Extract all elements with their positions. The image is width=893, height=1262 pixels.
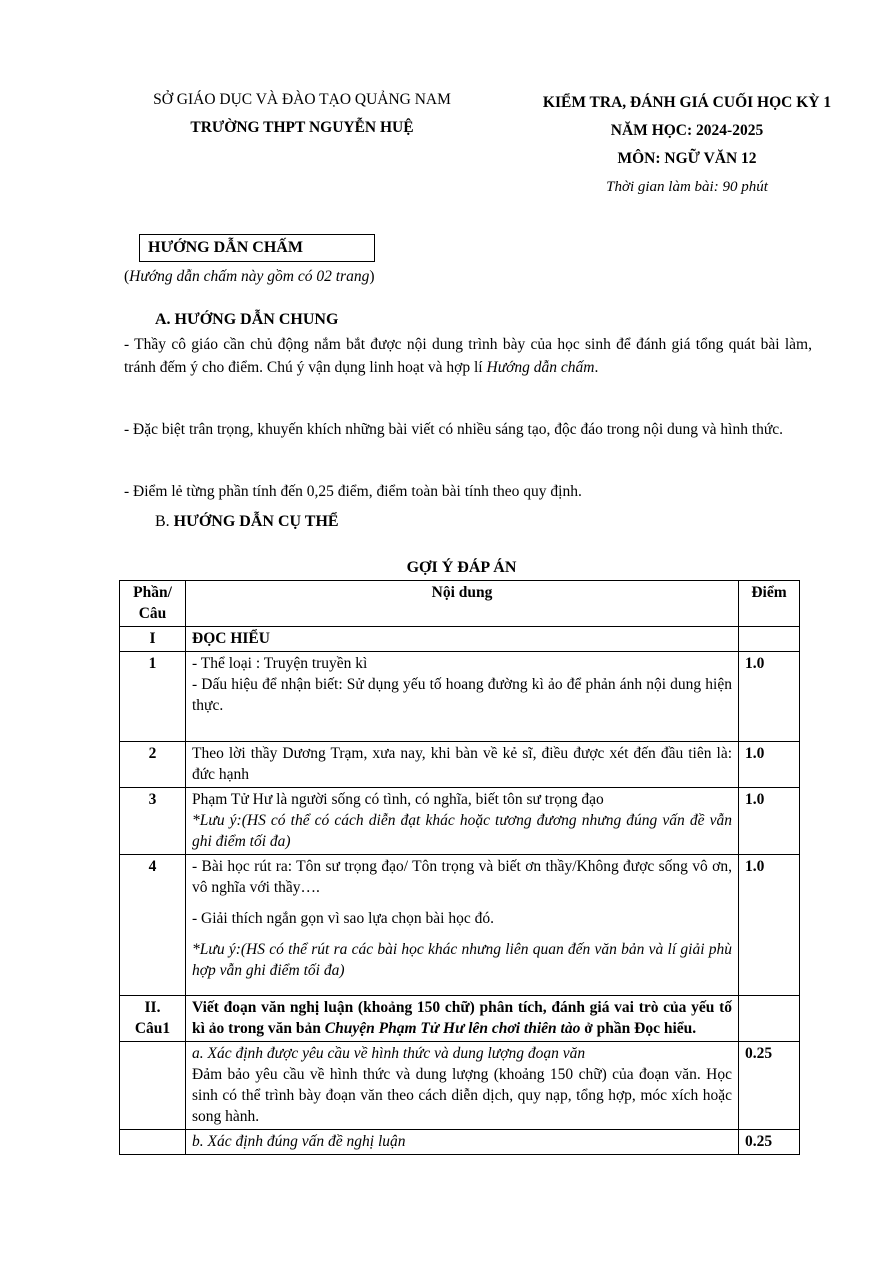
row-score: 0.25 [739,1042,800,1130]
row-part: 2 [120,742,186,788]
row-part-line: II. [144,999,161,1016]
row-part: 4 [120,855,186,996]
row-content: Theo lời thầy Dương Trạm, xưa nay, khi bàn về kẻ sĩ, điều được xét đến đầu tiên là: đức hạnh [186,742,739,788]
section-b-heading: B. HƯỚNG DẪN CỤ THỂ [155,513,339,530]
row-line: - Thể loại : Truyện truyền kì [192,655,368,672]
col-part-header: Phần/ Câu [120,581,186,627]
row-part [120,996,186,1042]
answer-table-title: GỢI Ý ĐÁP ÁN [406,559,517,576]
row-subheading: a. Xác định được yêu cầu về hình thức và dung lượng đoạn văn [192,1045,586,1062]
row-subheading: b. Xác định đúng vấn đề nghị luận [186,1130,739,1155]
row-part-line: Câu1 [134,1020,171,1037]
row-content [186,855,739,996]
table-row [120,1130,800,1155]
duration: Thời gian làm bài: 90 phút [606,179,768,195]
row-content: ĐỌC HIỂU [186,627,739,652]
section-a-heading: A. HƯỚNG DẪN CHUNG [155,311,339,328]
row-content: Viết đoạn văn nghị luận (khoảng 150 chữ) phân tích, đánh giá vai trò của yếu tố kì ảo trong văn bản Chuyện Phạm Tử Hư lên chơi thiên tào ở phần Đọc hiểu. [186,996,739,1042]
exam-title: KIỂM TRA, ĐÁNH GIÁ CUỐI HỌC KỲ 1 [542,94,832,111]
row-score: 1.0 [739,788,800,855]
row-part [120,1042,186,1130]
school-name: TRƯỜNG THPT NGUYỄN HUỆ [190,119,414,136]
row-content [186,1042,739,1130]
row-content [186,788,739,855]
table-header-row [120,581,800,627]
row-note: *Lưu ý:(HS có thể rút ra các bài học khác nhưng liên quan đến văn bản và lí giải phù hợp vẫn ghi điểm tối đa) [192,941,732,979]
row-part: I [120,627,186,652]
row-score: 1.0 [739,855,800,996]
table-row [120,652,800,742]
row-content [186,652,739,742]
row-line: Đảm bảo yêu cầu về hình thức và dung lượng (khoảng 150 chữ) của đoạn văn. Học sinh có thể trình bày đoạn văn theo cách diễn dịch, quy nạp, tổng hợp, móc xích hoặc song hành. [192,1066,732,1125]
header-left [108,86,496,142]
table-row [120,742,800,788]
department-name: SỞ GIÁO DỤC VÀ ĐÀO TẠO QUẢNG NAM [153,91,451,108]
row-line: Phạm Tử Hư là người sống có tình, có nghĩa, biết tôn sư trọng đạo [192,791,604,808]
answer-table [119,580,800,1155]
subject: MÔN: NGỮ VĂN 12 [617,150,757,167]
general-guideline-3: - Điểm lẻ từng phần tính đến 0,25 điểm, điểm toàn bài tính theo quy định. [124,483,582,500]
row-score: 1.0 [739,652,800,742]
row-line: - Dấu hiệu để nhận biết: Sử dụng yếu tố hoang đường kì ảo để phản ánh nội dung hiện thực. [192,676,732,714]
table-row [120,788,800,855]
row-score [739,627,800,652]
row-part: 3 [120,788,186,855]
school-year: NĂM HỌC: 2024-2025 [610,122,764,139]
row-part [120,1130,186,1155]
table-row [120,855,800,996]
row-line: - Giải thích ngắn gọn vì sao lựa chọn bài học đó. [192,910,494,927]
row-score: 1.0 [739,742,800,788]
table-row [120,996,800,1042]
table-row [120,1042,800,1130]
row-score: 0.25 [739,1130,800,1155]
row-part: 1 [120,652,186,742]
header-right [512,89,862,201]
general-guideline-2: - Đặc biệt trân trọng, khuyến khích những bài viết có nhiều sáng tạo, độc đáo trong nội dung và hình thức. [124,421,784,438]
table-row [120,627,800,652]
general-guideline-1: - Thầy cô giáo cần chủ động nắm bắt được nội dung trình bày của học sinh để đánh giá tổng quát bài làm, tránh đếm ý cho điểm. Chú ý vận dụng linh hoạt và hợp lí Hướng dẫn chấm. [124,336,812,376]
row-line: - Bài học rút ra: Tôn sư trọng đạo/ Tôn trọng và biết ơn thầy/Không được sống vô ơn, vô nghĩa với thầy…. [192,858,732,896]
title-box: HƯỚNG DẪN CHẤM [139,234,375,262]
col-score-header: Điểm [739,581,800,627]
row-score [739,996,800,1042]
col-content-header: Nội dung [186,581,739,627]
page-count-note: (Hướng dẫn chấm này gồm có 02 trang) [124,268,375,285]
row-note: *Lưu ý:(HS có thể có cách diễn đạt khác hoặc tương đương nhưng đúng vấn đề vẫn ghi điểm tối đa) [192,812,732,850]
